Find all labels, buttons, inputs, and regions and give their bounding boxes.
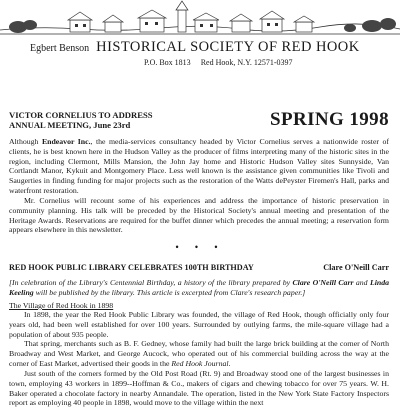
library-paragraph-3: Just south of the corners formed by the Old Post Road (Rt. 9) and Broadway stood one of the largest businesses in town, employing 43 workers in 1899--Hoffman & Co., makers of cigars and chewing tobacco for over 75 years. W. H. Baker operated a chocolate factory in nearby Annandale. The operation, listed in the New York State Factory Inspectors report as employing 40 people in 1898, would move to the village within the next: [9, 369, 389, 408]
library-article-header: [9, 263, 391, 275]
library-headline: RED HOOK PUBLIC LIBRARY CELEBRATES 100TH BIRTHDAY: [9, 263, 254, 272]
lead-headline-line1: VICTOR CORNELIUS TO ADDRESS: [9, 110, 153, 120]
lead-headline-line2: ANNUAL MEETING, June 23rd: [9, 120, 131, 130]
library-subheading: The Village of Red Hook in 1898: [9, 301, 114, 310]
intro-start: [In celebration of the Library's Centennial Birthday, a history of the library prepared by: [9, 278, 293, 287]
pre-title: Egbert Benson: [30, 43, 90, 54]
library-paragraph-1: In 1898, the year the Red Hook Public Library was founded, the village of Red Hook, though officially only four years old, had been well established for over 100 years. Surrounded by outlying farms, the mile-square village had a population of about 935 people.: [9, 310, 389, 339]
village-skyline-illustration: [0, 0, 400, 38]
intro-end: will be published by the library. This article is excerpted from Clare's research paper.]: [33, 287, 306, 297]
masthead: [0, 0, 400, 80]
lead-para1-start: Although: [9, 137, 42, 146]
society-name: [30, 39, 400, 57]
society-address: [144, 58, 293, 67]
lead-headline: [9, 110, 153, 130]
lib-para2-end: .: [228, 358, 231, 368]
library-intro: [9, 278, 389, 298]
lead-paragraph-2: Mr. Cornelius will recount some of his experiences and address the importance of historic preservation in community planning. His talk will be preceded by the Historical Society's annual meeting and presentation of the Heritage Awards. Reservations are required for the buffet dinner which precedes the annual meeting; a reservation form appears elsewhere in this newsletter.: [9, 196, 389, 235]
po-box: P.O. Box 1813: [144, 58, 191, 67]
city-zip: Red Hook, N.Y. 12571-0397: [200, 58, 293, 67]
library-paragraph-2: [9, 339, 389, 368]
intro-name-2: Linda Keeling: [9, 278, 390, 297]
lib-para2-text: That spring, merchants such as B. F. Gedney, whose family had built the large brick building at the corner of North Broadway and West Market, and George Aucock, who operated out of his commercial building across the way at the corner of East Market, advertised their goods in the: [9, 339, 389, 368]
society-title: HISTORICAL SOCIETY OF RED HOOK: [96, 39, 360, 55]
lead-para1-rest: , the media-services consultancy headed by Victor Cornelius serves a nationwide roster of clients, he is best known here in the Hudson Valley as the producer of films interpreting many of the historic sites in the region, including Clermont, Mills Mansion, the John Jay home and Historic Hudson Valley sites Sunnyside, Van Cortlandt Manor, Kykuit and Montgomery Place. Less well known is the assistance given communities like Tivoli and Saugerties in finding funding for major projects such as the restoration of the Watts dePeyster Firemen's Hall, parks and waterfront restoration.: [9, 137, 389, 195]
library-author: Clare O'Neill Carr: [323, 263, 389, 272]
section-separator: • • •: [175, 242, 225, 252]
lead-article-header: [9, 110, 391, 134]
lead-paragraph-1: [9, 137, 389, 196]
intro-and: and: [353, 278, 370, 287]
intro-name-1: Clare O'Neill Carr: [292, 278, 354, 287]
lead-para1-org: Endeavor Inc.: [41, 137, 91, 146]
issue-label: SPRING 1998: [270, 109, 389, 130]
journal-name: Red Hook Journal: [171, 358, 229, 368]
